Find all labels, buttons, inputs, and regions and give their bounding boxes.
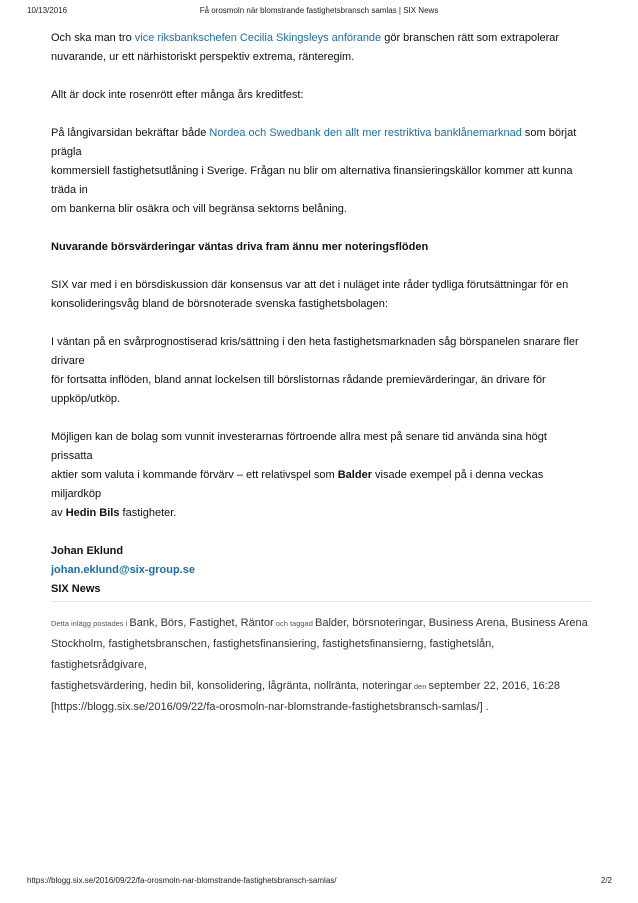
print-header (0, 6, 638, 18)
post-date: september 22, 2016, 16:28 (428, 680, 560, 692)
paragraph-3: På långivarsidan bekräftar både Nordea och Swedbank den allt mer restriktiva banklånemarknad som börjat prägla kommersiell fastighetsutlåning i Sverige. Frågan nu blir om alternativa finansieringskällor kommer att kunna träda in om bankerna blir osäkra och vill begränsa sektorns belåning. (51, 127, 577, 215)
tag-links-2[interactable]: Stockholm, fastighetsbranschen, fastighetsfinansiering, fastighetsfinansierng, fastighetslån, fastighetsrådgivare, (51, 638, 495, 671)
print-url: https://blogg.six.se/2016/09/22/fa-orosmoln-nar-blomstrande-fastighetsbransch-samlas/ (27, 876, 337, 885)
author-name: Johan Eklund (51, 545, 124, 557)
author-email-link[interactable]: johan.eklund@six-group.se (51, 564, 195, 576)
paragraph-6: Möjligen kan de bolag som vunnit investerarnas förtroende allra mest på senare tid använda sina högt prissatta aktier som valuta i kommande förvärv – ett relativspel som Balder visade exempel på i denna veckas miljardköp av Hedin Bils fastigheter. (51, 431, 547, 519)
link-nordea-swedbank[interactable]: Nordea och Swedbank den allt mer restriktiva banklånemarknad (209, 127, 522, 139)
post-url: [https://blogg.six.se/2016/09/22/fa-orosmoln-nar-blomstrande-fastighetsbransch-samlas/] . (51, 701, 489, 713)
company-hedin-bil: Hedin Bils (65, 507, 120, 519)
paragraph-5: I väntan på en svårprognostiserad kris/sättning i den heta fastighetsmarknaden såg börspanelen snarare fler drivare för fortsatta inflöden, bland annat lockelsen till börslistornas rådande premievärderingar, än drivare för uppköp/utköp. (51, 336, 579, 405)
paragraph-4: SIX var med i en börsdiskussion där konsensus var att det i nuläget inte råder tydliga förutsättningar för en konsolideringsvåg bland de börsnoterade svenska fastighetsbolagen: (51, 279, 569, 310)
page-number: 2/2 (600, 876, 612, 885)
print-title: Få orosmoln när blomstrande fastighetsbransch samlas | SIX News (199, 6, 439, 15)
category-links[interactable]: Bank, Börs, Fastighet, Räntor (129, 617, 274, 629)
print-date: 10/13/2016 (27, 6, 68, 15)
print-footer (0, 876, 638, 888)
link-cecilia-skingsley[interactable]: vice riksbankschefen Cecilia Skingsleys anförande (134, 32, 382, 44)
post-meta (51, 613, 591, 718)
author-org: SIX News (51, 583, 101, 595)
posted-in-label: Detta inlägg postades i (51, 619, 130, 628)
tag-links-3[interactable]: fastighetsvärdering, hedin bil, konsolidering, lågränta, nollränta, noteringar (51, 680, 412, 692)
paragraph-2: Allt är dock inte rosenrött efter många års kreditfest: (51, 89, 304, 101)
date-label: den (411, 682, 429, 691)
signature (51, 542, 591, 599)
tag-links-1[interactable]: Balder, börsnoteringar, Business Arena, Business Arena (314, 617, 588, 629)
divider (51, 601, 591, 602)
tagged-label: och taggad (273, 619, 315, 628)
paragraph-1: Och ska man tro vice riksbankschefen Cecilia Skingsleys anförande gör branschen rätt som extrapolerar nuvarande, ur ett närhistoriskt perspektiv extrema, ränteregim. (51, 32, 560, 63)
company-balder: Balder (337, 469, 372, 481)
section-heading: Nuvarande börsvärderingar väntas driva fram ännu mer noteringsflöden (51, 241, 429, 253)
article-body (51, 29, 591, 718)
